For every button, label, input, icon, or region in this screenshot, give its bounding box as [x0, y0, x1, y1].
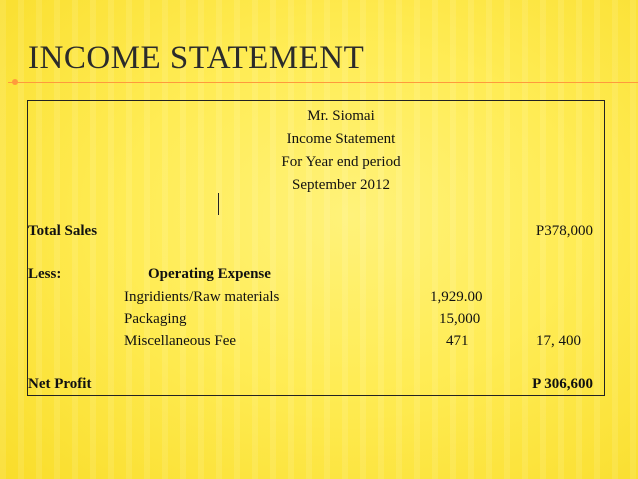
net-profit-label: Net Profit	[28, 376, 92, 392]
income-statement-table	[27, 100, 605, 396]
less-label: Less:	[28, 266, 62, 282]
title-underline-dot	[12, 79, 18, 85]
expense-item-name: Packaging	[124, 311, 187, 327]
text-cursor-mark	[218, 193, 219, 215]
document-title: Income Statement	[286, 131, 396, 147]
total-sales-amount: P378,000	[535, 223, 593, 239]
period-line-1: For Year end period	[281, 154, 401, 170]
title-underline	[8, 82, 638, 83]
company-name: Mr. Siomai	[307, 108, 375, 124]
expense-item-amount: 471	[446, 333, 469, 349]
expense-item-amount: 1,929.00	[430, 289, 483, 305]
total-expense-amount: 17, 400	[536, 333, 581, 349]
expense-item-amount: 15,000	[439, 311, 481, 327]
total-sales-label: Total Sales	[28, 223, 98, 239]
period-line-2: September 2012	[292, 177, 390, 193]
net-profit-amount: P 306,600	[532, 376, 593, 392]
slide-title: INCOME STATEMENT	[28, 40, 365, 76]
expense-item-name: Ingridients/Raw materials	[124, 289, 280, 305]
operating-expense-heading: Operating Expense	[148, 266, 271, 282]
expense-item-name: Miscellaneous Fee	[124, 333, 237, 349]
